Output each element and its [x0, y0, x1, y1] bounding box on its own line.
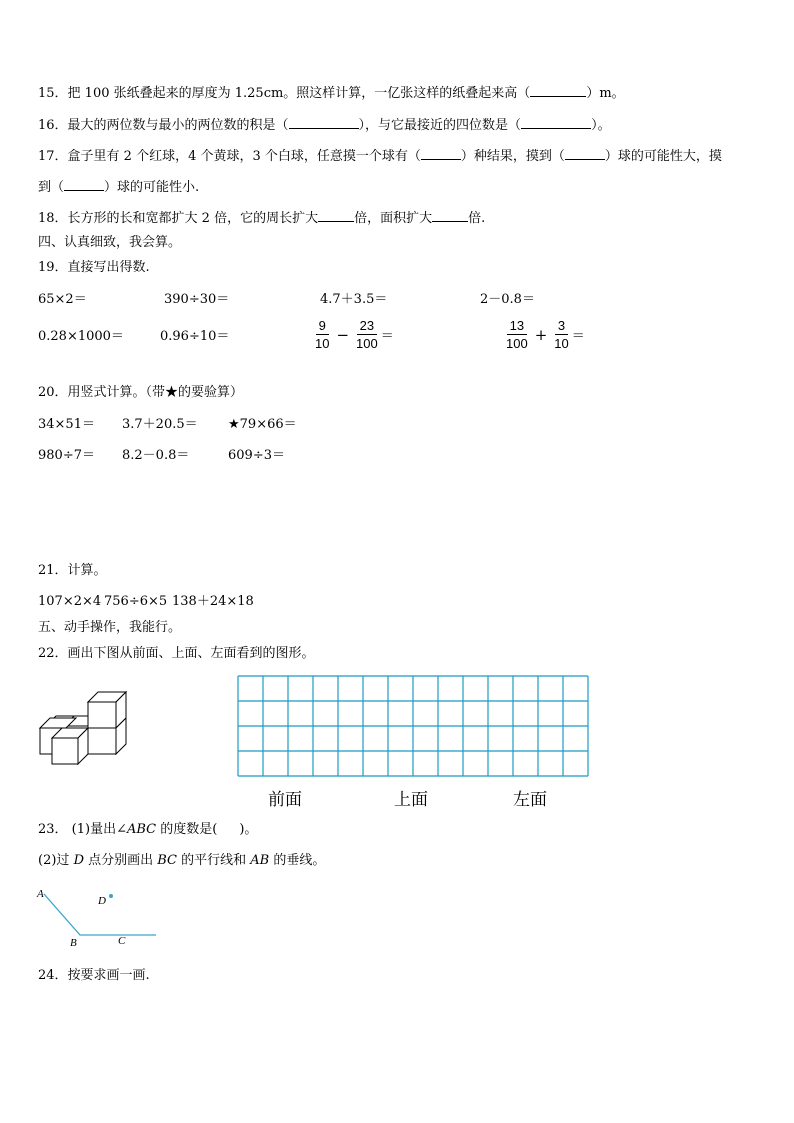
point-d — [109, 894, 113, 898]
view-label-left: 左面 — [513, 790, 547, 810]
calc-item: 0.96÷10＝ — [160, 329, 230, 344]
section-5-heading: 五、动手操作，我能行。 — [38, 620, 182, 635]
answer-blank[interactable] — [64, 178, 104, 191]
cube-stack-figure — [36, 688, 136, 768]
calc-item: 34×51＝ — [38, 417, 95, 432]
calc-item: 8.2－0.8＝ — [122, 448, 190, 463]
calc-item: 4.7＋3.5＝ — [320, 292, 388, 307]
calc-item: 3.7＋20.5＝ — [122, 417, 198, 432]
question-15: 15．把 100 张纸叠起来的厚度为 1.25cm。照这样计算，一亿张这样的纸叠起来高（ ）m。 — [38, 86, 625, 101]
calc-item: 2－0.8＝ — [480, 292, 535, 307]
answer-blank[interactable] — [530, 84, 586, 97]
fraction-expression-2: 13 100 + $\frac{3}{10}$ ＝ — [506, 318, 585, 351]
section-4-heading: 四、认真细致，我会算。 — [38, 235, 182, 250]
label-a: A — [37, 888, 44, 900]
calc-item: 390÷30＝ — [164, 292, 230, 307]
calc-item: 609÷3＝ — [228, 448, 285, 463]
answer-blank[interactable] — [521, 116, 591, 129]
answer-blank[interactable] — [565, 147, 605, 160]
question-23-part-2: (2)过 D 点分别画出 BC 的平行线和 AB 的垂线。 — [38, 853, 326, 868]
fraction-expression-1: 9 10 − $\frac{23}{100}$ ＝ — [315, 318, 394, 351]
view-label-top: 上面 — [394, 790, 428, 810]
calc-item: 138＋24×18 — [172, 594, 254, 609]
calc-item: 0.28×1000＝ — [38, 329, 124, 344]
answer-blank[interactable] — [421, 147, 461, 160]
calc-item: ★79×66＝ — [228, 417, 297, 432]
view-label-front: 前面 — [268, 790, 302, 810]
answer-blank[interactable] — [318, 209, 354, 222]
question-17-line-2: 到（ ）球的可能性小. — [38, 180, 200, 195]
question-16: 16．最大的两位数与最小的两位数的积是（ ），与它最接近的四位数是（ ）。 — [38, 118, 611, 133]
label-b: B — [70, 937, 77, 949]
label-c: C — [118, 935, 126, 947]
answer-blank[interactable] — [289, 116, 359, 129]
question-23-part-1: 23． (1)量出∠ABC 的度数是( )。 — [38, 822, 258, 837]
angle-abc-figure — [34, 882, 164, 952]
calc-item: 65×2＝ — [38, 292, 87, 307]
answer-blank[interactable] — [432, 209, 468, 222]
label-d: D — [98, 895, 106, 907]
calc-item: 756÷6×5 — [104, 594, 168, 609]
question-19-title: 19．直接写出得数. — [38, 260, 150, 275]
question-17-line-1: 17．盒子里有 2 个红球，4 个黄球，3 个白球，任意摸一个球有（ ）种结果，摸到（ ）球的可能性大，摸 — [38, 149, 722, 164]
question-18: 18．长方形的长和宽都扩大 2 倍，它的周长扩大 倍，面积扩大 倍. — [38, 211, 486, 226]
question-24: 24．按要求画一画. — [38, 968, 150, 983]
question-20-title: 20．用竖式计算。（带★的要验算） — [38, 385, 244, 400]
calc-item: 980÷7＝ — [38, 448, 95, 463]
question-22-title: 22．画出下图从前面、上面、左面看到的图形。 — [38, 646, 315, 661]
drawing-grid[interactable] — [237, 675, 589, 777]
calc-item: 107×2×4 — [38, 594, 102, 609]
question-21-title: 21．计算。 — [38, 563, 107, 578]
